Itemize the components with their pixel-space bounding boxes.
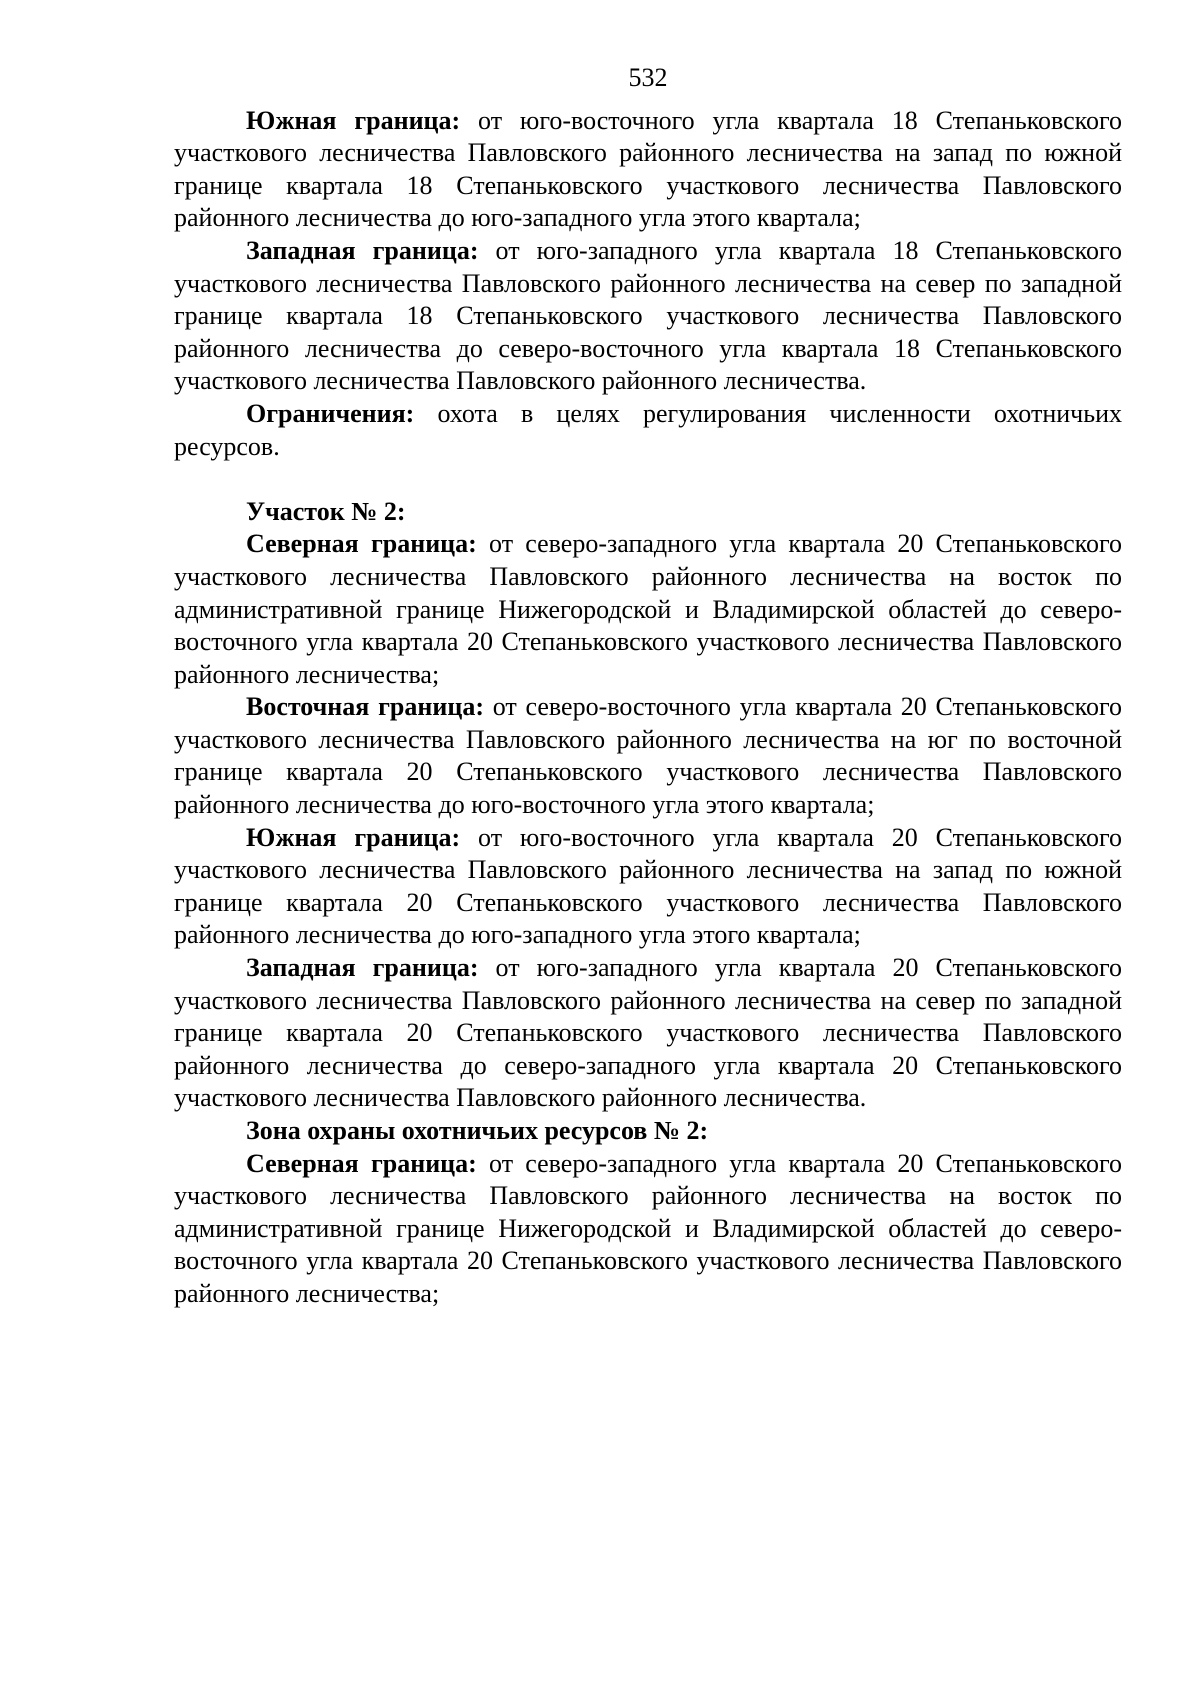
- paragraph-label: Северная граница:: [246, 1148, 477, 1178]
- section-heading: [174, 496, 1122, 529]
- paragraph-label: Восточная граница:: [246, 692, 484, 722]
- section-heading-text: Зона охраны охотничьих ресурсов № 2:: [246, 1116, 709, 1145]
- paragraph-text: от юго-восточного угла квартала 20 Степаньковского участкового лесничества Павловского районного лесничества на запад по южной границе квартала 20 Степаньковского участкового лесничества Павловского районного лесничества до юго-западного угла этого квартала;: [174, 822, 1122, 950]
- document-body: [174, 105, 1122, 1311]
- paragraph-label: Северная граница:: [246, 529, 477, 559]
- boundary-paragraph: [174, 105, 1122, 235]
- section-heading-text: Участок № 2:: [246, 496, 406, 526]
- paragraph-label: Южная граница:: [246, 822, 461, 852]
- paragraph-text: от северо-западного угла квартала 20 Степаньковского участкового лесничества Павловского районного лесничества на восток по административной границе Нижегородской и Владимирской областей до северо-восточного угла квартала 20 Степаньковского участкового лесничества Павловского районного лесничества;: [174, 1148, 1122, 1308]
- paragraph-label: Западная граница:: [246, 953, 479, 983]
- paragraph-text: от юго-западного угла квартала 18 Степаньковского участкового лесничества Павловского районного лесничества на север по западной границе квартала 18 Степаньковского участкового лесничества Павловского районного лесничества до северо-восточного угла квартала 18 Степаньковского участкового лесничества Павловского районного лесничества.: [174, 235, 1122, 396]
- boundary-paragraph: [174, 235, 1122, 398]
- document-page: [174, 62, 1122, 1311]
- paragraph-label: Южная граница:: [246, 105, 461, 135]
- paragraph-label: Западная граница:: [246, 235, 479, 265]
- section-heading: [174, 1115, 1122, 1148]
- paragraph-text: охота в целях регулирования численности охотничьих ресурсов.: [174, 398, 1122, 461]
- boundary-paragraph: [174, 691, 1122, 821]
- paragraph-text: от северо-западного угла квартала 20 Степаньковского участкового лесничества Павловского районного лесничества на восток по административной границе Нижегородской и Владимирской областей до северо-восточного угла квартала 20 Степаньковского участкового лесничества Павловского районного лесничества;: [174, 529, 1122, 689]
- boundary-paragraph: [174, 398, 1122, 463]
- boundary-paragraph: [174, 822, 1122, 952]
- paragraph-label: Ограничения:: [246, 398, 415, 428]
- boundary-paragraph: [174, 1148, 1122, 1311]
- paragraph-text: от северо-восточного угла квартала 20 Степаньковского участкового лесничества Павловского районного лесничества на юг по восточной границе квартала 20 Степаньковского участкового лесничества Павловского районного лесничества до юго-восточного угла этого квартала;: [174, 692, 1122, 820]
- paragraph-text: от юго-восточного угла квартала 18 Степаньковского участкового лесничества Павловского районного лесничества на запад по южной границе квартала 18 Степаньковского участкового лесничества Павловского районного лесничества до юго-западного угла этого квартала;: [174, 105, 1122, 233]
- paragraph-text: от юго-западного угла квартала 20 Степаньковского участкового лесничества Павловского районного лесничества на север по западной границе квартала 20 Степаньковского участкового лесничества Павловского районного лесничества до северо-западного угла квартала 20 Степаньковского участкового лесничества Павловского районного лесничества.: [174, 953, 1122, 1113]
- boundary-paragraph: [174, 952, 1122, 1115]
- paragraph-spacer: [174, 463, 1122, 496]
- page-number: 532: [628, 63, 668, 92]
- boundary-paragraph: [174, 528, 1122, 691]
